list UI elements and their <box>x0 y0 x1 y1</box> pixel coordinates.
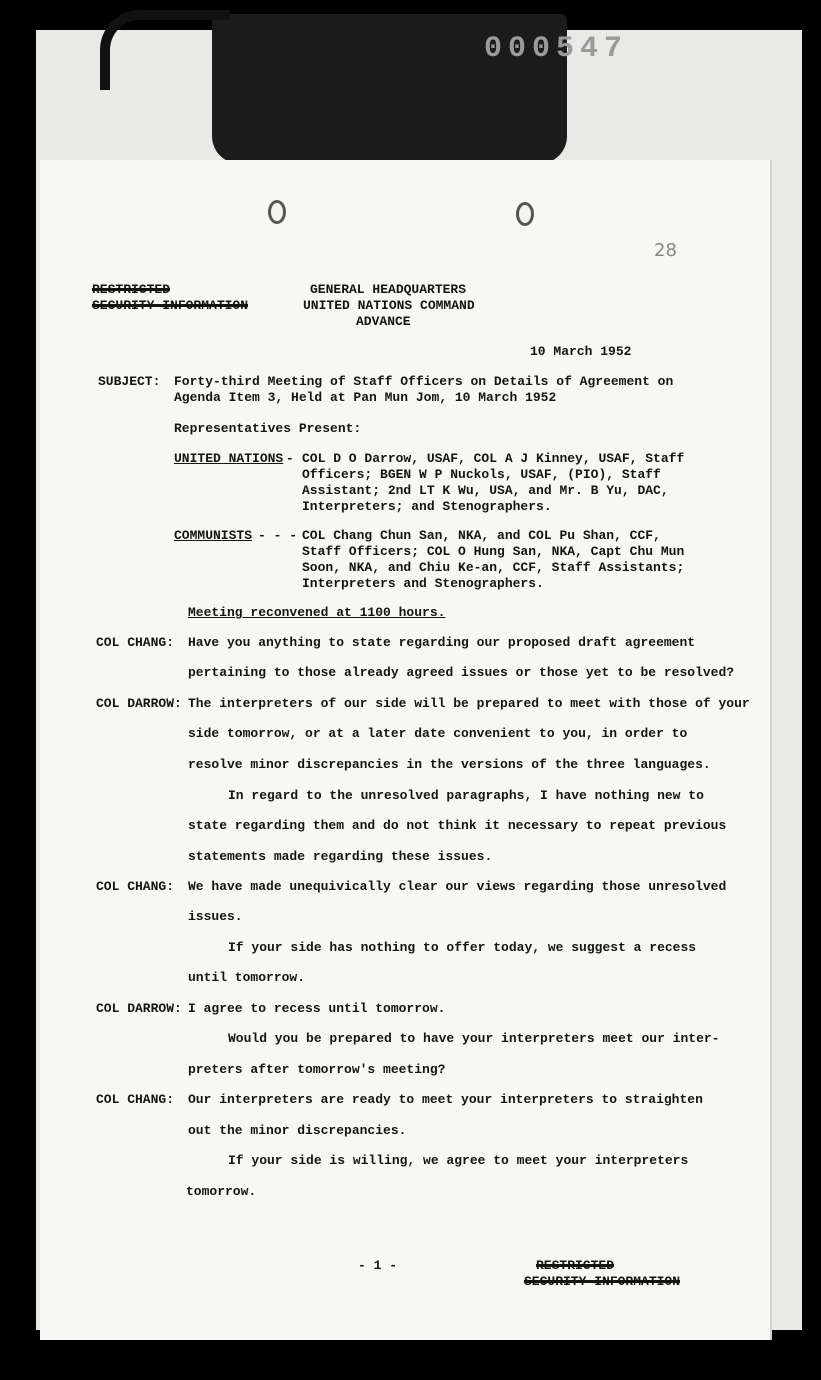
communists-dash: - - - <box>258 528 298 543</box>
statement-line: preters after tomorrow's meeting? <box>188 1062 446 1077</box>
un-line3: Assistant; 2nd LT K Wu, USA, and Mr. B Yu, DAC, <box>302 483 669 498</box>
statement-line: I agree to recess until tomorrow. <box>188 1001 446 1016</box>
pencil-page-number: 28 <box>654 240 677 261</box>
punch-hole-left <box>268 200 286 224</box>
statement-line: In regard to the unresolved paragraphs, I have nothing new to <box>228 788 704 803</box>
statement-line: Have you anything to state regarding our proposed draft agreement <box>188 635 696 650</box>
punch-hole-right <box>516 202 534 226</box>
document-date: 10 March 1952 <box>530 344 632 359</box>
statement-line: out the minor discrepancies. <box>188 1123 407 1138</box>
statement-line: side tomorrow, or at a later date convenient to you, in order to <box>188 726 688 741</box>
statement-line: If your side is willing, we agree to meet your interpreters <box>228 1153 689 1168</box>
communists-line1: COL Chang Chun San, NKA, and COL Pu Shan, CCF, <box>302 528 661 543</box>
speaker-label: COL CHANG: <box>96 879 175 894</box>
subject-label: SUBJECT: <box>98 374 161 389</box>
communists-line4: Interpreters and Stenographers. <box>302 576 544 591</box>
statement-line: If your side has nothing to offer today, we suggest a recess <box>228 940 697 955</box>
speaker-label: COL CHANG: <box>96 635 175 650</box>
speaker-label: COL DARROW: <box>96 1001 182 1016</box>
un-line4: Interpreters; and Stenographers. <box>302 499 552 514</box>
clip-wire <box>100 10 230 90</box>
statement-line: state regarding them and do not think it necessary to repeat previous <box>188 818 727 833</box>
document-page <box>40 160 770 1340</box>
footer-classification-line1: RESTRICTED <box>536 1258 615 1273</box>
statement-line: resolve minor discrepancies in the versions of the three languages. <box>188 757 711 772</box>
un-label: UNITED NATIONS <box>174 451 284 466</box>
statement-line: Would you be prepared to have your interpreters meet our inter- <box>228 1031 720 1046</box>
communists-line2: Staff Officers; COL O Hung San, NKA, Capt Chu Mun <box>302 544 685 559</box>
communists-label: COMMUNISTS <box>174 528 253 543</box>
classification-line2: SECURITY INFORMATION <box>92 298 249 313</box>
file-stamp-number: 000547 <box>484 32 629 66</box>
classification-line1: RESTRICTED <box>92 282 171 297</box>
speaker-label: COL DARROW: <box>96 696 182 711</box>
footer-classification-line2: SECURITY INFORMATION <box>524 1274 681 1289</box>
page-number: - 1 - <box>358 1258 398 1273</box>
representatives-heading: Representatives Present: <box>174 421 362 436</box>
statement-line: The interpreters of our side will be prepared to meet with those of your <box>188 696 750 711</box>
statement-line: Our interpreters are ready to meet your interpreters to straighten <box>188 1092 703 1107</box>
statement-line: tomorrow. <box>186 1184 257 1199</box>
un-line2: Officers; BGEN W P Nuckols, USAF, (PIO), Staff <box>302 467 661 482</box>
subject-line2: Agenda Item 3, Held at Pan Mun Jom, 10 March 1952 <box>174 390 557 405</box>
speaker-label: COL CHANG: <box>96 1092 175 1107</box>
statement-line: pertaining to those already agreed issues or those yet to be resolved? <box>188 665 735 680</box>
statement-line: until tomorrow. <box>188 970 306 985</box>
un-dash: - <box>286 451 294 466</box>
subject-line1: Forty-third Meeting of Staff Officers on Details of Agreement on <box>174 374 674 389</box>
meeting-note: Meeting reconvened at 1100 hours. <box>188 605 446 620</box>
binder-clip <box>212 14 629 164</box>
statement-line: We have made unequivically clear our views regarding those unresolved <box>188 879 727 894</box>
un-line1: COL D O Darrow, USAF, COL A J Kinney, USAF, Staff <box>302 451 685 466</box>
letterhead-line2: UNITED NATIONS COMMAND <box>303 298 475 313</box>
letterhead-line3: ADVANCE <box>356 314 411 329</box>
letterhead-line1: GENERAL HEADQUARTERS <box>310 282 467 297</box>
statement-line: statements made regarding these issues. <box>188 849 493 864</box>
statement-line: issues. <box>188 909 243 924</box>
communists-line3: Soon, NKA, and Chiu Ke-an, CCF, Staff Assistants; <box>302 560 685 575</box>
